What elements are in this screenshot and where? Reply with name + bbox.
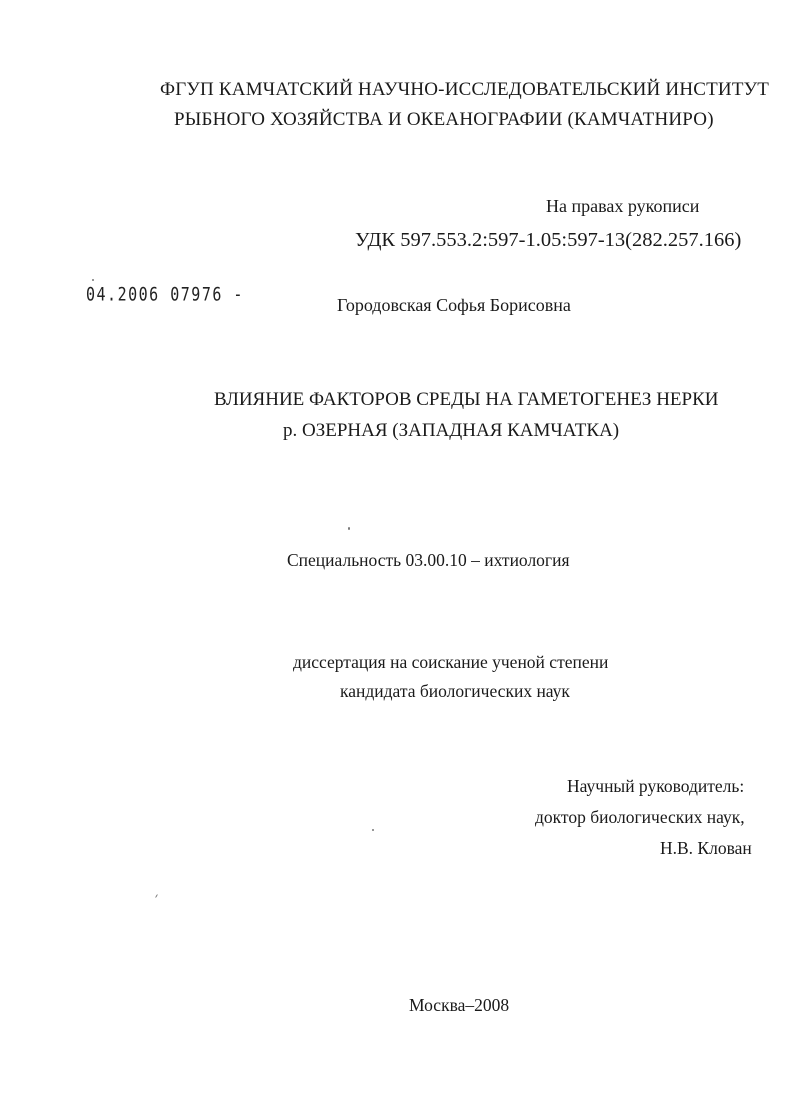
- dissertation-title-line-1: ВЛИЯНИЕ ФАКТОРОВ СРЕДЫ НА ГАМЕТОГЕНЕЗ НЕРКИ: [214, 389, 719, 410]
- city-year: Москва–2008: [409, 995, 510, 1015]
- institute-name-line-2: РЫБНОГО ХОЗЯЙСТВА И ОКЕАНОГРАФИИ (КАМЧАТНИРО): [174, 109, 714, 130]
- scan-speck: [155, 894, 158, 898]
- manuscript-note: На правах рукописи: [546, 196, 700, 216]
- specialty: Специальность 03.00.10 – ихтиология: [287, 550, 570, 570]
- scan-speck: [348, 527, 350, 530]
- supervisor-degree: доктор биологических наук,: [535, 807, 745, 827]
- supervisor-label: Научный руководитель:: [567, 776, 745, 796]
- dissertation-title-line-2: р. ОЗЕРНАЯ (ЗАПАДНАЯ КАМЧАТКА): [283, 420, 620, 441]
- institute-name-line-1: ФГУП КАМЧАТСКИЙ НАУЧНО-ИССЛЕДОВАТЕЛЬСКИЙ ИНСТИТУТ: [160, 79, 770, 100]
- registration-stamp-number: 04.2006 07976 -: [86, 283, 244, 306]
- degree-line-2: кандидата биологических наук: [340, 681, 570, 701]
- scan-speck: [92, 279, 94, 281]
- author-name: Городовская Софья Борисовна: [337, 295, 571, 315]
- degree-line-1: диссертация на соискание ученой степени: [293, 652, 609, 672]
- udk-code: УДК 597.553.2:597-1.05:597-13(282.257.166): [355, 229, 742, 251]
- supervisor-name: Н.В. Клован: [660, 838, 752, 858]
- scan-speck: [372, 829, 374, 831]
